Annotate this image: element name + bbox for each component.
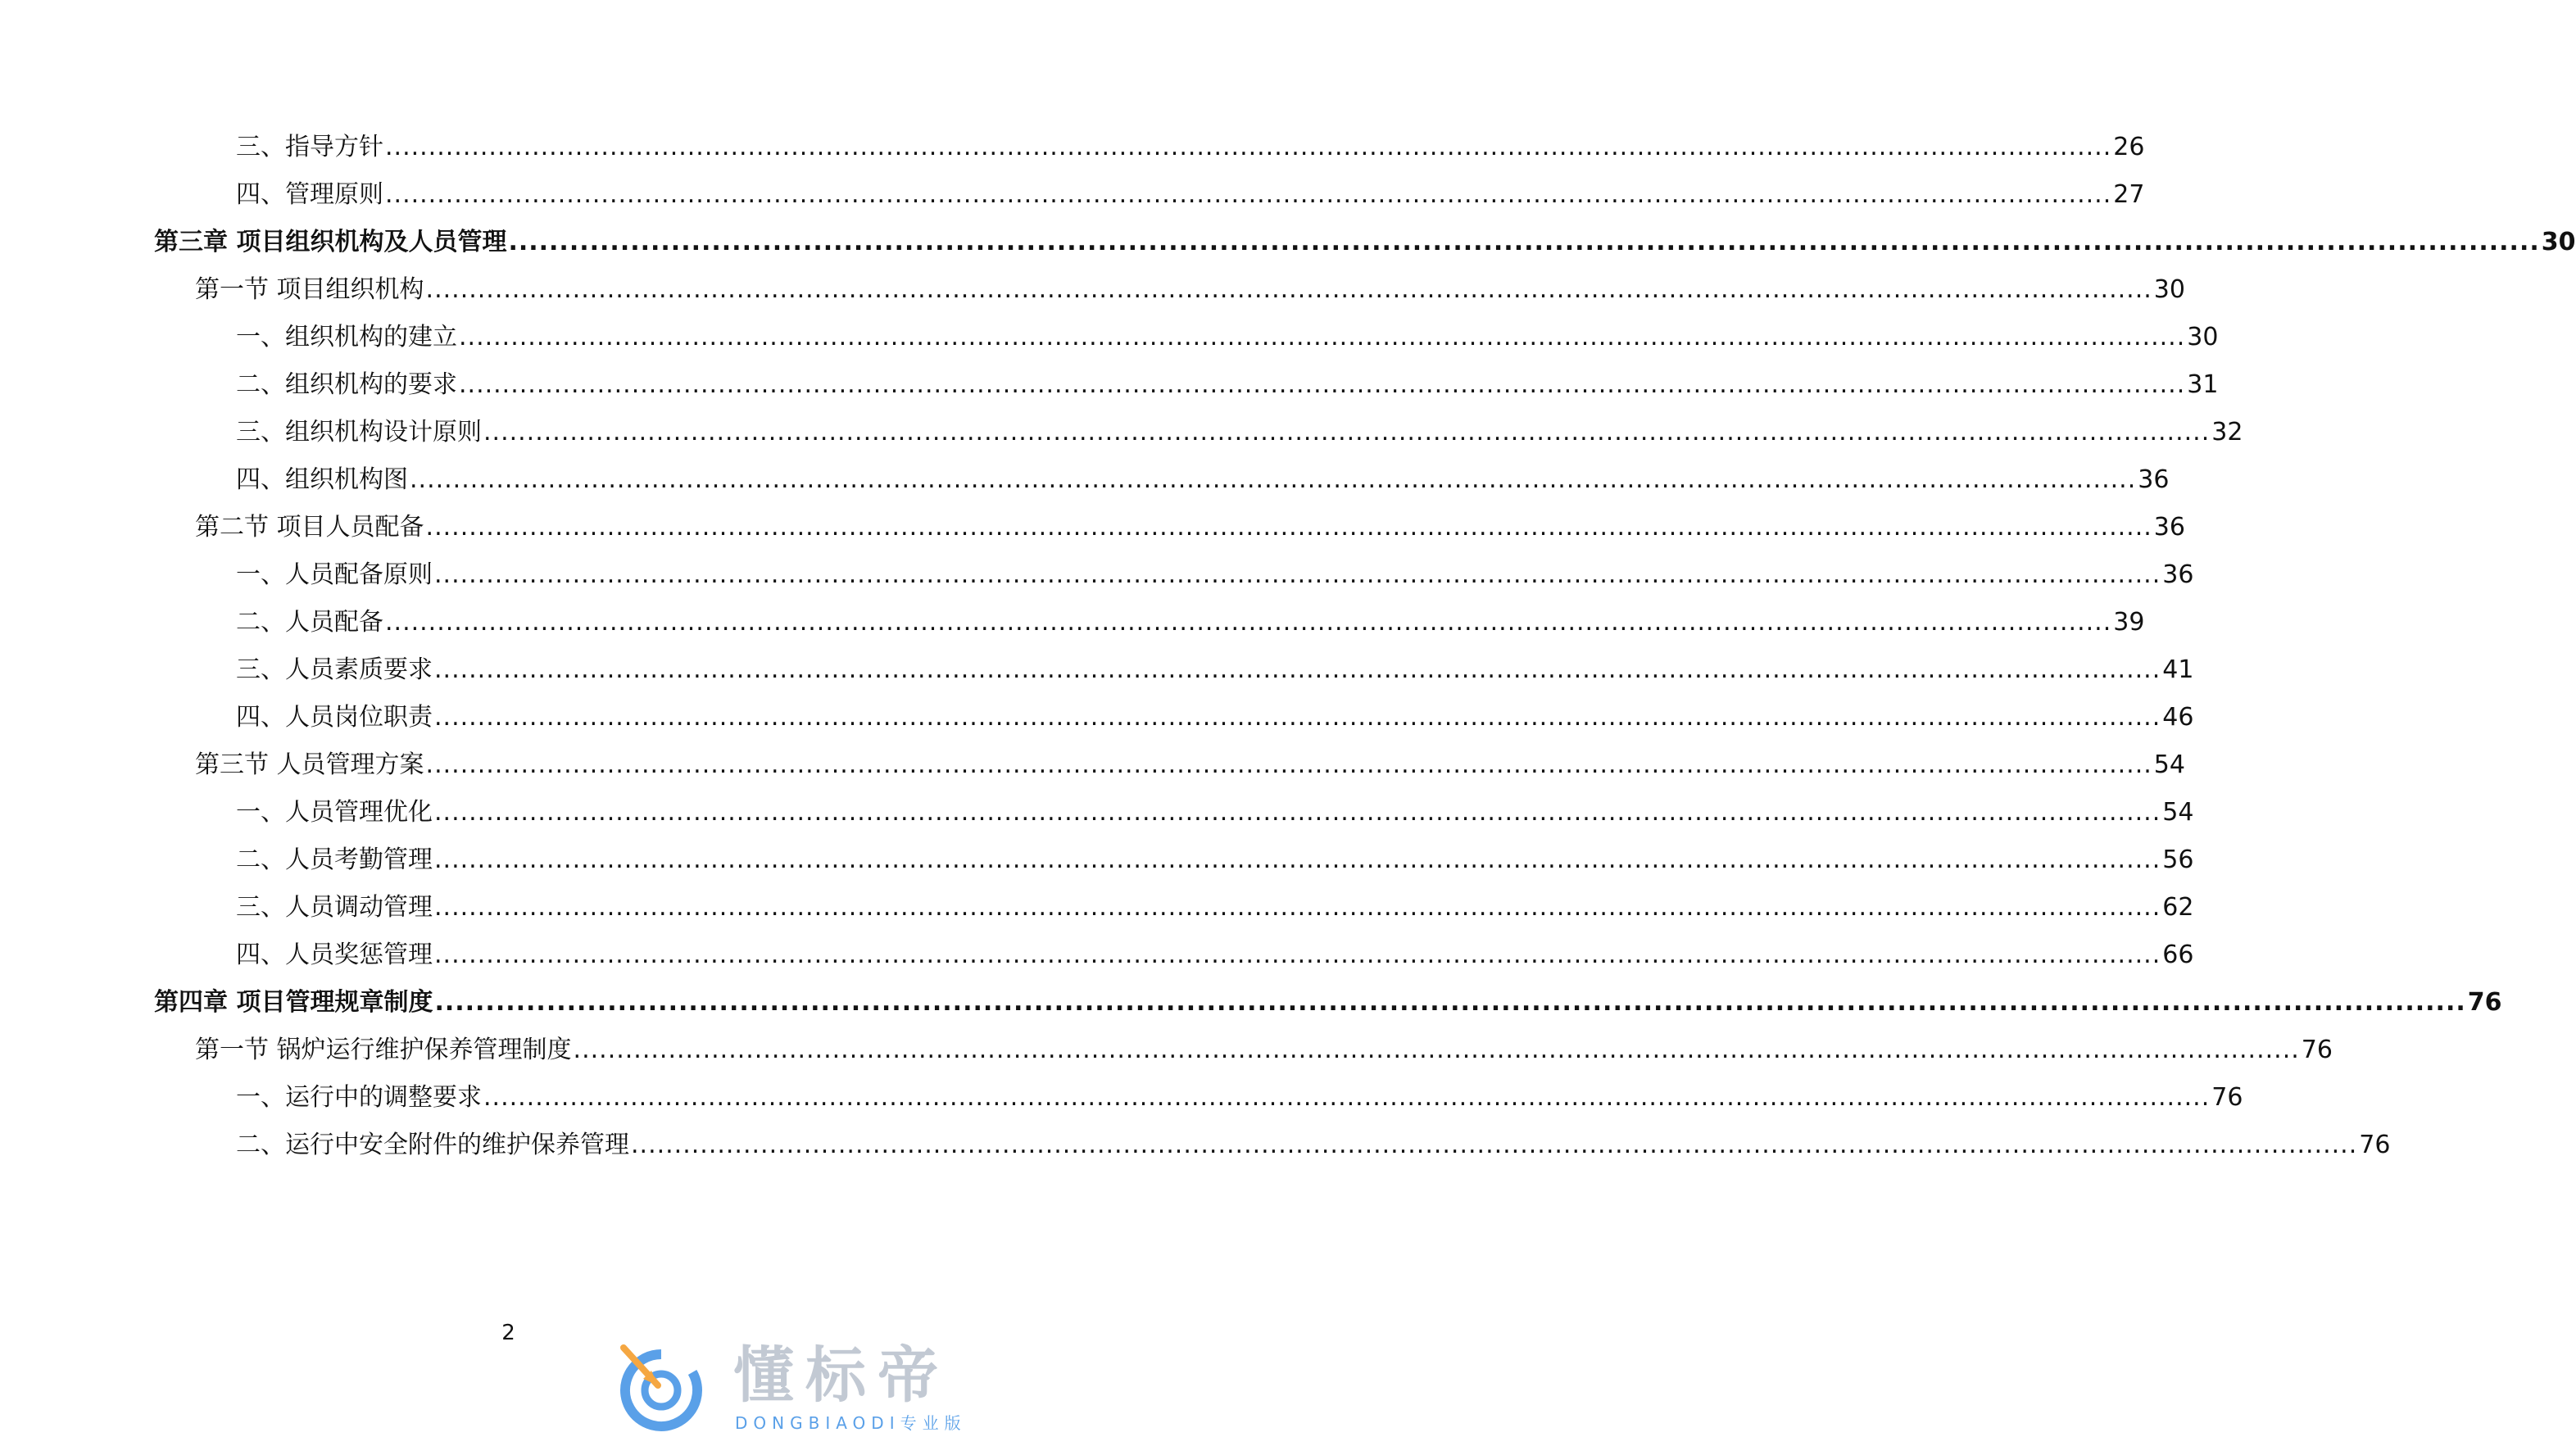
toc-entry-title: 二、人员配备 [236, 608, 383, 637]
toc-entry-page: 76 [2211, 1083, 2243, 1112]
toc-entry-title: 四、管理原则 [236, 180, 383, 209]
toc-entry-title: 一、组织机构的建立 [236, 323, 457, 351]
toc-entry-title: 三、指导方针 [236, 133, 383, 161]
toc-entry-page: 66 [2162, 941, 2194, 969]
toc-entry-title: 第二节 项目人员配备 [195, 513, 424, 542]
toc-entry[interactable] [154, 985, 2502, 1018]
toc-entry[interactable] [236, 177, 2145, 210]
toc-entry-title: 二、组织机构的要求 [236, 370, 457, 399]
toc-leader-dots: ........................................................................................................................................................................................................ [631, 1131, 2358, 1159]
toc-entry-title: 三、组织机构设计原则 [236, 418, 482, 447]
toc-entry[interactable] [236, 1080, 2243, 1113]
toc-entry[interactable] [236, 320, 2219, 352]
toc-entry-page: 32 [2211, 418, 2243, 447]
toc-leader-dots: ........................................................................................................................................................................................................ [385, 133, 2112, 161]
toc-entry-page: 41 [2162, 655, 2194, 684]
target-arrow-icon [610, 1340, 709, 1434]
toc-entry-title: 一、人员管理优化 [236, 798, 433, 827]
toc-entry-title: 第一节 项目组织机构 [195, 275, 424, 304]
toc-entry-title: 三、人员素质要求 [236, 655, 433, 684]
toc-entry[interactable] [195, 510, 2185, 542]
toc-entry[interactable] [195, 747, 2185, 780]
watermark-subtitle: DONGBIAODI专业版 [735, 1413, 967, 1433]
toc-entry-title: 二、运行中安全附件的维护保养管理 [236, 1131, 629, 1159]
toc-leader-dots: ........................................................................................................................................................................................................ [434, 941, 2161, 969]
toc-entry-page: 30 [2153, 275, 2185, 304]
toc-entry-title: 第一节 锅炉运行维护保养管理制度 [195, 1036, 572, 1064]
toc-entry-title: 四、组织机构图 [236, 465, 408, 494]
toc-entry-title: 第三章 项目组织机构及人员管理 [154, 228, 507, 256]
toc-entry-title: 一、运行中的调整要求 [236, 1083, 482, 1112]
toc-entry[interactable] [236, 890, 2194, 922]
toc-entry[interactable] [236, 415, 2243, 447]
toc-entry-page: 54 [2153, 750, 2185, 779]
toc-entry-page: 39 [2113, 608, 2145, 637]
toc-entry-page: 76 [2359, 1131, 2391, 1159]
toc-entry[interactable] [236, 605, 2145, 637]
toc-entry[interactable] [154, 224, 2576, 257]
toc-leader-dots: ........................................................................................................................................................................................................ [425, 275, 2152, 304]
toc-entry-page: 54 [2162, 798, 2194, 827]
watermark [610, 1340, 1004, 1434]
toc-leader-dots: ........................................................................................................................................................................................................ [459, 323, 2186, 351]
toc-entry[interactable] [236, 367, 2219, 400]
toc-entry-page: 76 [2301, 1036, 2333, 1064]
toc-entry-page: 31 [2187, 370, 2219, 399]
toc-entry-title: 四、人员奖惩管理 [236, 941, 433, 969]
toc-leader-dots: ........................................................................................................................................................................................................ [483, 1083, 2211, 1112]
toc-entry[interactable] [236, 842, 2194, 875]
toc-entry-title: 二、人员考勤管理 [236, 845, 433, 874]
toc-leader-dots: ........................................................................................................................................................................................................ [434, 560, 2161, 589]
toc-entry[interactable] [236, 1127, 2391, 1160]
toc-leader-dots: ........................................................................................................................................................................................................ [385, 180, 2112, 209]
toc-entry-title: 第三节 人员管理方案 [195, 750, 424, 779]
toc-entry-title: 三、人员调动管理 [236, 893, 433, 922]
page-number: 2 [501, 1321, 515, 1345]
toc-entry-page: 30 [2541, 228, 2576, 256]
toc-leader-dots: ........................................................................................................................................................................................................ [434, 845, 2161, 874]
toc-entry[interactable] [236, 557, 2194, 590]
toc-leader-dots: ........................................................................................................................................................................................................ [434, 703, 2161, 732]
toc-leader-dots: ........................................................................................................................................................................................................ [410, 465, 2137, 494]
toc-entry-page: 30 [2187, 323, 2219, 351]
toc-leader-dots: ........................................................................................................................................................................................................ [508, 228, 2540, 256]
toc-leader-dots: ........................................................................................................................................................................................................ [459, 370, 2186, 399]
toc-leader-dots: ........................................................................................................................................................................................................ [434, 798, 2161, 827]
toc-entry[interactable] [195, 1032, 2333, 1065]
toc-entry[interactable] [195, 272, 2185, 305]
toc-entry-page: 27 [2113, 180, 2145, 209]
toc-entry-page: 62 [2162, 893, 2194, 922]
watermark-name: 懂标帝 [733, 1340, 950, 1411]
toc-leader-dots: ........................................................................................................................................................................................................ [573, 1036, 2300, 1064]
toc-leader-dots: ........................................................................................................................................................................................................ [385, 608, 2112, 637]
toc-entry-title: 一、人员配备原则 [236, 560, 433, 589]
toc-entry-page: 36 [2138, 465, 2170, 494]
toc-entry[interactable] [236, 462, 2170, 495]
toc-entry-page: 46 [2162, 703, 2194, 732]
toc-entry-page: 36 [2162, 560, 2194, 589]
toc-leader-dots: ........................................................................................................................................................................................................ [425, 750, 2152, 779]
toc-entry[interactable] [236, 652, 2194, 685]
toc-entry[interactable] [236, 795, 2194, 827]
toc-entry-page: 56 [2162, 845, 2194, 874]
toc-entry-page: 26 [2113, 133, 2145, 161]
toc-leader-dots: ........................................................................................................................................................................................................ [434, 988, 2466, 1017]
toc-entry-title: 第四章 项目管理规章制度 [154, 988, 433, 1017]
toc-entry[interactable] [236, 700, 2194, 732]
toc-entry-page: 36 [2153, 513, 2185, 542]
toc-leader-dots: ........................................................................................................................................................................................................ [425, 513, 2152, 542]
toc-entry-page: 76 [2467, 988, 2502, 1017]
toc-entry[interactable] [236, 129, 2145, 162]
toc-leader-dots: ........................................................................................................................................................................................................ [483, 418, 2211, 447]
toc-leader-dots: ........................................................................................................................................................................................................ [434, 655, 2161, 684]
toc-leader-dots: ........................................................................................................................................................................................................ [434, 893, 2161, 922]
toc-entry[interactable] [236, 937, 2194, 970]
toc-entry-title: 四、人员岗位职责 [236, 703, 433, 732]
